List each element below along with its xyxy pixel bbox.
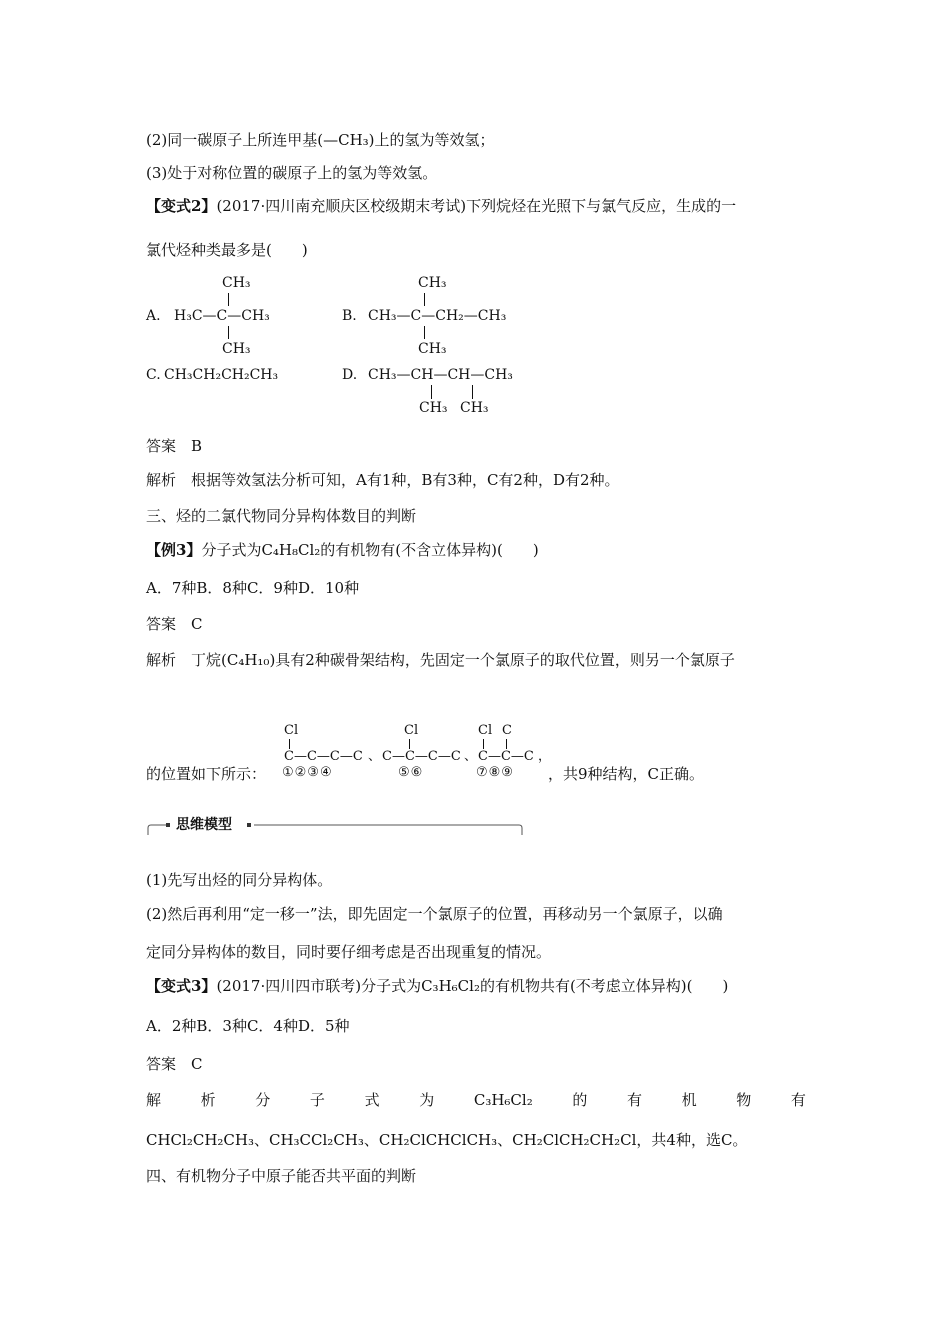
rule-line-2: (2)同一碳原子上所连甲基(—CH₃)上的氢为等效氢； [146, 131, 495, 149]
structure-b-bottom: CH₃ [418, 341, 447, 357]
structure-c-label: C. [146, 367, 161, 383]
model-step-2: (2)然后再利用“定一移一”法，即先固定一个氯原子的位置，再移动另一个氯原子，以确 [146, 905, 723, 923]
analysis-3-word: 式 [364, 1091, 380, 1109]
structure-b-chain: CH₃—C—CH₂—CH₃ [368, 308, 507, 324]
isomer-sep-3: ， [538, 749, 552, 764]
analysis-3-word: 子 [309, 1091, 325, 1109]
example-3-tag: 【例3】 [146, 541, 202, 559]
analysis-3-word: 有 [626, 1091, 642, 1109]
structure-d-label: D. [342, 367, 358, 383]
structure-b-label: B. [342, 308, 357, 324]
example-3-options: A．7种B．8种C．9种D．10种 [146, 579, 360, 597]
isomer-1-positions: ①②③④ [282, 765, 333, 780]
answer-1: 答案 B [146, 437, 203, 455]
analysis-2-cont: 的位置如下所示： [146, 765, 267, 783]
isomer-2-chain: C—C—C—C [382, 749, 461, 764]
variant-2-question-cont: 氯代烃种类最多是( ) [146, 241, 308, 259]
structure-b [342, 274, 542, 364]
variant-3-question [146, 976, 728, 996]
structure-a-bottom: CH₃ [222, 341, 251, 357]
structure-d-bond-1 [431, 385, 432, 399]
isomer-sep-1: 、 [368, 749, 382, 764]
section-4-heading: 四、有机物分子中原子能否共平面的判断 [146, 1167, 417, 1185]
structure-b-bond-up [424, 293, 425, 306]
isomer-2-cl: Cl [404, 723, 419, 738]
isomer-sep-2: 、 [464, 749, 478, 764]
isomer-3-c: C [502, 723, 512, 738]
structure-a-top: CH₃ [222, 275, 251, 291]
structure-b-top: CH₃ [418, 275, 447, 291]
analysis-3 [146, 1090, 806, 1110]
variant-2-text: (2017·四川南充顺庆区校级期末考试)下列烷烃在光照下与氯气反应，生成的一 [216, 197, 737, 215]
analysis-3-cont: CHCl₂CH₂CH₃、CH₃CCl₂CH₃、CH₂ClCHClCH₃、CH₂ClCH₂CH₂Cl，共4种，选C。 [146, 1131, 748, 1149]
example-3-text: 分子式为C₄H₈Cl₂的有机物有(不含立体异构)( ) [201, 541, 539, 559]
structure-d [342, 366, 542, 418]
isomer-3-chain: C—C—C [478, 749, 534, 764]
structure-a [146, 274, 306, 364]
section-3-heading: 三、烃的二氯代物同分异构体数目的判断 [146, 507, 417, 525]
isomer-2-positions: ⑤⑥ [398, 765, 424, 780]
answer-3: 答案 C [146, 1055, 203, 1073]
isomer-diagram [282, 722, 552, 782]
structure-a-chain: H₃C—C—CH₃ [174, 308, 270, 324]
structure-c [146, 366, 306, 388]
analysis-3-word: 有 [790, 1091, 806, 1109]
model-step-1: (1)先写出烃的同分异构体。 [146, 871, 333, 889]
isomer-3-cl: Cl [478, 723, 493, 738]
structure-a-bond-up [228, 293, 229, 306]
structure-c-chain: CH₃CH₂CH₂CH₃ [164, 367, 279, 383]
isomer-1-cl: Cl [284, 723, 299, 738]
structure-a-label: A. [146, 308, 161, 324]
analysis-2-conclusion: ，共9种结构，C正确。 [548, 765, 705, 783]
variant-3-tag: 【变式3】 [146, 977, 217, 995]
structure-b-bond-down [424, 326, 425, 339]
isomer-1-chain: C—C—C—C [284, 749, 363, 764]
structure-d-chain: CH₃—CH—CH—CH₃ [368, 367, 513, 383]
answer-2: 答案 C [146, 615, 203, 633]
analysis-3-word: 的 [572, 1091, 588, 1109]
analysis-3-word: 为 [419, 1091, 435, 1109]
structure-d-bottom-2: CH₃ [460, 400, 489, 416]
variant-3-text: (2017·四川四市联考)分子式为C₃H₆Cl₂的有机物共有(不考虑立体异构)( ) [216, 977, 729, 995]
variant-2-question [146, 196, 736, 216]
thinking-model-header [146, 818, 524, 836]
analysis-1: 解析 根据等效氢法分析可知，A有1种，B有3种，C有2种，D有2种。 [146, 471, 620, 489]
variant-3-options: A．2种B．3种C．4种D．5种 [146, 1017, 350, 1035]
analysis-3-word: 解 [146, 1091, 162, 1109]
model-step-2-cont: 定同分异构体的数目，同时要仔细考虑是否出现重复的情况。 [146, 943, 552, 961]
analysis-3-word: 分 [255, 1091, 271, 1109]
rule-line-3: (3)处于对称位置的碳原子上的氢为等效氢。 [146, 164, 438, 182]
analysis-2: 解析 丁烷(C₄H₁₀)具有2种碳骨架结构，先固定一个氯原子的取代位置，则另一个氯原子 [146, 651, 735, 669]
thinking-model-title: 思维模型 [176, 817, 232, 833]
structure-d-bottom-1: CH₃ [419, 400, 448, 416]
structure-a-bond-down [228, 326, 229, 339]
analysis-3-word: 机 [681, 1091, 697, 1109]
variant-2-tag: 【变式2】 [146, 197, 217, 215]
structure-d-bond-2 [472, 385, 473, 399]
isomer-3-positions: ⑦⑧⑨ [476, 765, 514, 780]
analysis-3-word: C₃H₆Cl₂ [473, 1091, 533, 1109]
analysis-3-word: 物 [736, 1091, 752, 1109]
example-3-question [146, 540, 539, 560]
analysis-3-word: 析 [200, 1091, 216, 1109]
